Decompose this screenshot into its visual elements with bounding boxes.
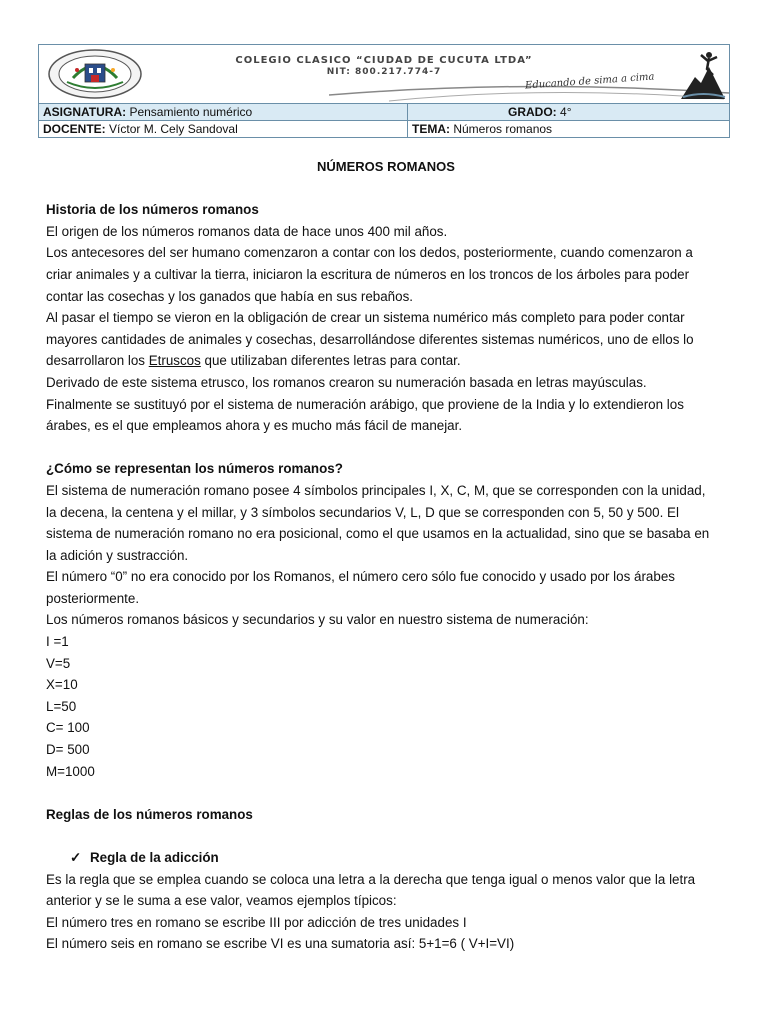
history-line: El origen de los números romanos data de hace unos 400 mil años. (46, 223, 448, 239)
roman-value: D= 500 (46, 742, 90, 758)
history-line-text: desarrollaron los (46, 353, 149, 369)
roman-value: I =1 (46, 634, 69, 650)
asignatura-cell (39, 104, 408, 121)
history-line: criar animales y a cultivar la tierra, iniciaron la escritura de números en los troncos de los árboles para poder (46, 266, 690, 282)
addition-rule-heading (46, 847, 726, 869)
header-table (38, 44, 730, 138)
rules-heading: Reglas de los números romanos (46, 806, 253, 822)
representation-line: El número “0” no era conocido por los Romanos, el número cero sólo fue conocido y usado por los árabes (46, 569, 675, 585)
history-line (46, 350, 726, 372)
roman-value: V=5 (46, 655, 71, 671)
tema-label: TEMA: (412, 122, 450, 136)
history-line: Los antecesores del ser humano comenzaron a contar con los dedos, posteriormente, cuando comenzaron a (46, 245, 693, 261)
school-nit: NIT: 800.217.774-7 (326, 67, 442, 77)
history-line: árabes, es el que empleamos ahora y es mucho más fácil de manejar. (46, 418, 463, 434)
history-line: Al pasar el tiempo se vieron en la obligación de crear un sistema numérico más completo para poder contar (46, 310, 685, 326)
roman-value: C= 100 (46, 720, 90, 736)
tema-value: Números romanos (453, 122, 553, 136)
history-heading: Historia de los números romanos (46, 202, 259, 218)
representation-line: la decena, la centena y el millar, y 3 símbolos secundarios V, L, D que se corresponden con 5, 50 y 500. El (46, 504, 679, 520)
etruscos-link[interactable]: Etruscos (148, 353, 201, 369)
rule-line: El número tres en romano se escribe III por adicción de tres unidades I (46, 914, 467, 930)
docente-cell (39, 121, 408, 138)
checkmark-icon: ✓ (70, 850, 82, 865)
grado-label: GRADO: (508, 105, 557, 119)
document-body (46, 156, 726, 955)
representation-heading: ¿Cómo se representan los números romanos? (46, 461, 343, 477)
history-line: Derivado de este sistema etrusco, los romanos crearon su numeración basada en letras mayúsculas. (46, 374, 647, 390)
school-name: COLEGIO CLASICO “CIUDAD DE CUCUTA LTDA” (235, 55, 533, 66)
school-motto: Educando de sima a cima (524, 71, 655, 92)
history-line: contar las cosechas y los ganados que había en sus rebaños. (46, 288, 413, 304)
asignatura-value: Pensamiento numérico (129, 105, 253, 119)
representation-line: Los números romanos básicos y secundarios y su valor en nuestro sistema de numeración: (46, 612, 589, 628)
grado-cell (408, 104, 730, 121)
rule-line: El número seis en romano se escribe VI es una sumatoria así: 5+1=6 ( V+I=VI) (46, 936, 515, 952)
representation-line: la adición y sustracción. (46, 547, 189, 563)
school-banner (39, 45, 730, 104)
representation-line: El sistema de numeración romano posee 4 símbolos principales I, X, C, M, que se corresponden con la unidad, (46, 482, 706, 498)
docente-value: Víctor M. Cely Sandoval (109, 122, 238, 136)
addition-rule-title: Regla de la adicción (90, 850, 219, 865)
roman-value: L=50 (46, 698, 77, 714)
docente-label: DOCENTE: (43, 122, 106, 136)
asignatura-label: ASIGNATURA: (43, 105, 127, 119)
history-line: mayores cantidades de animales y cosechas, desarrollándose diferentes sistemas numéricos, uno de ellos lo (46, 331, 694, 347)
rule-line: Es la regla que se emplea cuando se coloca una letra a la derecha que tenga igual o menos valor que la letra (46, 871, 696, 887)
representation-line: posteriormente. (46, 590, 140, 606)
document-title: NÚMEROS ROMANOS (317, 159, 455, 174)
mountain-climber-icon (679, 47, 727, 101)
representation-line: sistema de numeración romano no era posicional, como el que usamos en la actualidad, sino que se basaba en (46, 526, 710, 542)
history-line-text: que utilizaban diferentes letras para contar. (200, 353, 461, 369)
rule-line: anterior y se le suma a ese valor, veamos ejemplos típicos: (46, 893, 397, 909)
roman-value: X=10 (46, 677, 78, 693)
tema-cell (408, 121, 730, 138)
roman-value: M=1000 (46, 763, 95, 779)
grado-value: 4° (560, 105, 572, 119)
history-line: Finalmente se sustituyó por el sistema de numeración arábigo, que proviene de la India y lo extendieron los (46, 396, 684, 412)
